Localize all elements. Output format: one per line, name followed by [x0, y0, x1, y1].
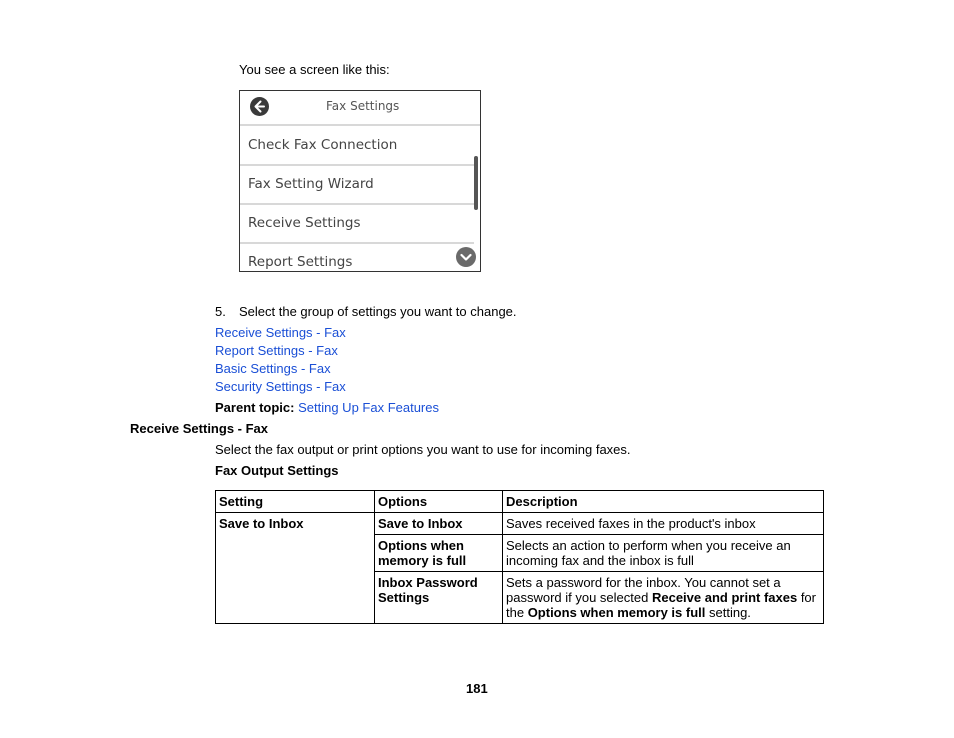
- screen-scrollbar: [474, 156, 478, 210]
- section-subheading: Fax Output Settings: [215, 463, 339, 478]
- step-text: Select the group of settings you want to change.: [239, 304, 517, 319]
- option-cell: [375, 572, 503, 624]
- description-text: for: [797, 590, 816, 605]
- parent-topic-label: Parent topic:: [215, 400, 295, 415]
- screen-item-label: Check Fax Connection: [248, 137, 398, 153]
- section-description: Select the fax output or print options you want to use for incoming faxes.: [215, 442, 631, 457]
- table-header-row: [216, 491, 824, 513]
- description-cell: [503, 572, 824, 624]
- option-line: Options when: [378, 538, 464, 553]
- option-cell: [375, 535, 503, 572]
- screen-item-label: Report Settings: [248, 254, 353, 270]
- parent-topic: [215, 400, 439, 415]
- screen-item-label: Fax Setting Wizard: [248, 176, 374, 192]
- description-cell: [503, 535, 824, 572]
- option-line: memory is full: [378, 553, 467, 568]
- screen-item-check-fax-connection: [240, 126, 474, 166]
- fax-output-settings-table: [215, 490, 824, 624]
- page-number: 181: [466, 681, 488, 696]
- link-security-settings-fax[interactable]: Security Settings - Fax: [215, 379, 346, 394]
- description-cell: Saves received faxes in the product's inbox: [503, 513, 824, 535]
- link-basic-settings-fax[interactable]: Basic Settings - Fax: [215, 361, 331, 376]
- header-setting: Setting: [216, 491, 375, 513]
- description-line: Selects an action to perform when you receive an: [506, 538, 791, 553]
- screen-item-label: Receive Settings: [248, 215, 361, 231]
- back-arrow-icon: [250, 97, 269, 116]
- description-text: password if you selected: [506, 590, 652, 605]
- description-bold-text: Receive and print faxes: [651, 590, 798, 605]
- screen-item-fax-setting-wizard: [240, 165, 474, 205]
- screen-header: [240, 91, 480, 126]
- fax-settings-screen-image: [239, 90, 481, 272]
- link-report-settings-fax[interactable]: Report Settings - Fax: [215, 343, 338, 358]
- option-cell: Save to Inbox: [375, 513, 503, 535]
- chevron-down-icon: [456, 247, 476, 267]
- header-description: Description: [503, 491, 824, 513]
- description-text: setting.: [705, 605, 751, 620]
- link-receive-settings-fax[interactable]: Receive Settings - Fax: [215, 325, 346, 340]
- intro-text: You see a screen like this:: [239, 62, 390, 77]
- screen-title: Fax Settings: [326, 99, 400, 113]
- option-line: Inbox Password: [378, 575, 478, 590]
- parent-topic-link[interactable]: Setting Up Fax Features: [298, 400, 439, 415]
- header-options: Options: [375, 491, 503, 513]
- setting-cell: Save to Inbox: [216, 513, 375, 624]
- screen-item-receive-settings: [240, 204, 474, 244]
- section-heading: Receive Settings - Fax: [130, 421, 268, 436]
- description-text: the: [506, 605, 528, 620]
- description-line: incoming fax and the inbox is full: [506, 553, 694, 568]
- description-line: Sets a password for the inbox. You cannot set a: [506, 575, 781, 590]
- screen-item-report-settings: [240, 243, 474, 272]
- table-row: [216, 513, 824, 535]
- description-bold-text: Options when memory is full: [527, 605, 706, 620]
- step-number: 5.: [215, 304, 226, 319]
- option-line: Settings: [378, 590, 430, 605]
